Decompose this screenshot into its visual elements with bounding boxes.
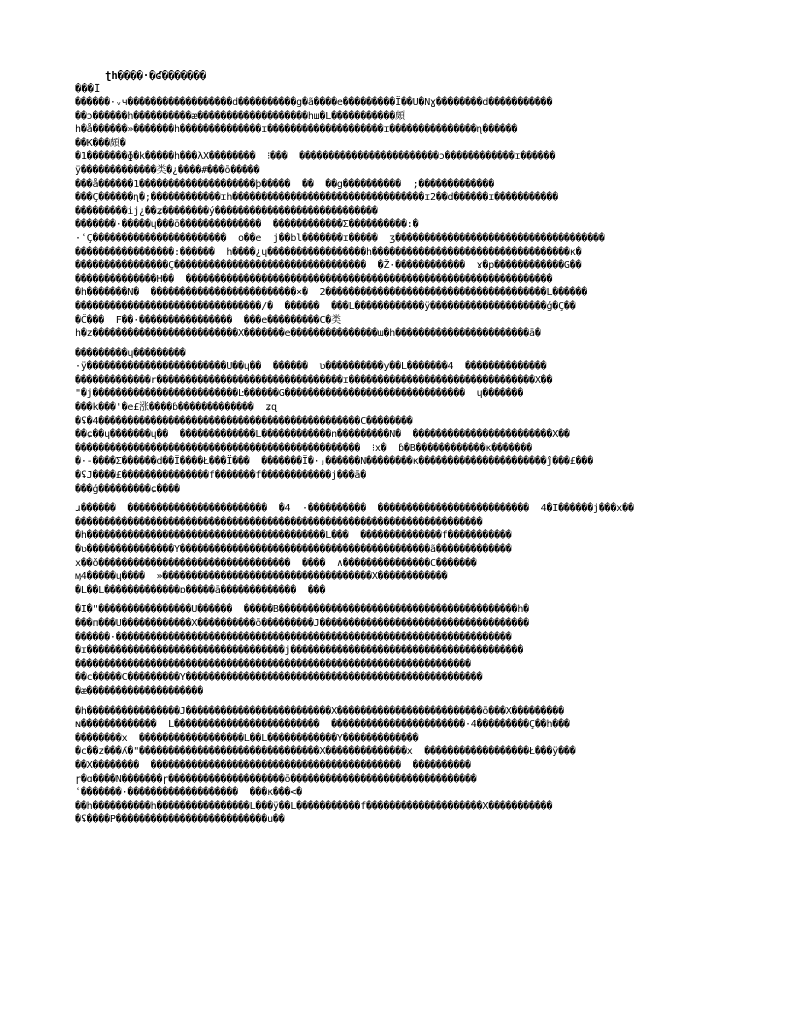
text-line: ������������������������������������������������� ⁝x� ɓ�B������������κ������� — [75, 442, 532, 454]
text-line: �h����������������J�������������������������X�������������������������ō���X��������� — [75, 705, 564, 717]
text-line: ·ÿ������������������������U��ɥ�� ������ ʋ����������y��L�������4 �������������� — [75, 361, 547, 373]
text-line: �Ĉ��� F��·���������������� ���e���������C�类 — [75, 314, 341, 326]
text-line: ���������������������������������������������������������������������� — [75, 516, 483, 528]
text-line: �������������������������������������������������������������������� — [75, 658, 471, 670]
text-line: �h�������N� �������������������������×� 2��������������������������������������L������ — [75, 287, 588, 299]
text-line: �������·�����ɥ���ō�������������� ������������Σ����������:� — [75, 219, 419, 231]
text-line: ��K���頗� — [75, 137, 126, 149]
text-line: ���å������1��������������������þ����� �� ��g���������� ;������������� — [75, 178, 495, 190]
text-line: ��������������H�� ��������������������������������������������������������������� — [75, 273, 553, 285]
document-subtitle: ���Ï — [75, 83, 101, 95]
text-line: ɴ������������� L������������������������� �����������������������·4���������Ç��h��� — [75, 719, 570, 731]
text-line: �ʋ���������������Y�������������������������������������������ã������������� — [75, 544, 512, 555]
text-line: ���ģ���������ɕ���� — [75, 483, 180, 495]
text-line: ������·�������������������������������������������������������������������� — [75, 631, 512, 643]
document-body — [75, 70, 715, 827]
text-line: ��������x ������������������L��L������������Y������������� — [75, 732, 419, 744]
text-line: ��c�����C���������Y��������������������������������������������������� — [75, 672, 483, 684]
paragraph — [75, 603, 715, 698]
text-line: ӎ4�����ɥ���� »������������������������������������X������������ — [75, 571, 448, 583]
text-line: ���k���'�e£涨����ɓ������������� ʑɋ — [75, 402, 277, 414]
text-line: �1�������ɸ�k�����h���λX�������� ⁝��� ������������������������ɔ������������ɪ������ — [75, 151, 556, 163]
text-line: �I�"����������������U������ �����B�����������������������������������������h� — [75, 604, 529, 616]
text-line: �ʢ����P��������������������������u�� — [75, 814, 285, 826]
text-line: ������·ᵥч������������������d����������g�ã����e���������Ï��U�Nɣ��������d����������� — [75, 97, 553, 108]
text-line: �·-����Σ������d��Ï����Ł���Ï��� �������Ï�·ⱼ������N��������κ����������������������ĵ���£��� — [75, 456, 594, 468]
text-line: �æ�������������������� — [75, 685, 204, 697]
document-title: ʈh����·�ʛ������� — [105, 70, 207, 82]
text-line: ·ʿÇ����������������������� o��e j��bl�������ɪ����� ʒ������������������������������������ — [75, 232, 605, 244]
text-line: �ɪ����������������������������������j���������������������������������������� — [75, 645, 524, 657]
text-line: ɹ������ ������������������������ �4 ·���������� �������������������������� 4�I������j���x�� — [75, 503, 634, 515]
text-line: ��h����������h����������������L���ÿ��L�����������f��������������������X����������� — [75, 800, 553, 812]
text-line: ��X�������� ������������������������������������������� ���������� — [75, 759, 471, 771]
paragraph — [75, 347, 715, 497]
paragraph — [75, 502, 715, 597]
text-line: �h�����������������������������������������L��� ��������������f����������� — [75, 530, 512, 542]
text-line: ��ɕ��ɥ�������ɥ�� �������������L������������n���������N� ������������������������X�� — [75, 429, 570, 441]
text-line: �������������r��������������������������������ɪ��������������������������������X�� — [75, 374, 553, 386]
text-line: ��������������������������������/� ������ ���L������������ÿ��������������������ģ�Ç�� — [75, 300, 576, 312]
text-line: x��ǒ��������������������������������� ���� ∧���������������C������� — [75, 557, 477, 569]
text-line: �����������������:������ h����¿ɥ�����������������h����������������������������������κ� — [75, 246, 582, 258]
text-line: ÿ�������������类�¿����#���ō����� — [75, 164, 260, 176]
paragraph — [75, 96, 715, 341]
text-line: ���������ij¿��ʑ��������ý���������������������������� — [75, 205, 378, 217]
text-line: h�z�������������������������X�������e���������������ɯ�h�����������������������ā� — [75, 328, 541, 340]
paragraph-list — [75, 96, 715, 827]
text-line: ���п���U������������X����������ō���������J������������������������������������ — [75, 617, 529, 629]
text-line: ����������������Ç��������������������������������� �Ž·������������ ɤ�p������������G�� — [75, 260, 582, 272]
text-line: ɼ�ɑ����N�������ɼ��������������������ō�������������������������������� — [75, 773, 477, 785]
text-line: h�å������»�������h��������������ɪ��������������������ɪ���������������ɳ������ — [75, 124, 518, 136]
text-line: "�j�������������������������Ŀ������G������������������������������� ɥ������� — [75, 388, 524, 400]
text-line: �c��z���ʎ�"�������������������������������X��������������x ������������������Ł���ÿ��� — [75, 746, 576, 758]
text-line: ʿ�������·������������������� ���κ���<� — [75, 787, 302, 799]
text-line: ���Ç������ɳ�;������������ɪh���������������������������������ɪ2��d������ɪ����������� — [75, 192, 559, 204]
text-line: ��ɔ������h����������æ�������������������hш�L�����������頗 — [75, 110, 405, 122]
text-line: ���������ɥ��������� — [75, 347, 186, 359]
text-line: �L��L�������������ɒ�����ā������������� ��� — [75, 584, 326, 596]
paragraph — [75, 705, 715, 827]
text-line: �ʢJ����£���������������f�������f������������j���ā� — [75, 470, 367, 482]
text-line: �ʢ�4���������������������������������������������C�������� — [75, 415, 413, 427]
